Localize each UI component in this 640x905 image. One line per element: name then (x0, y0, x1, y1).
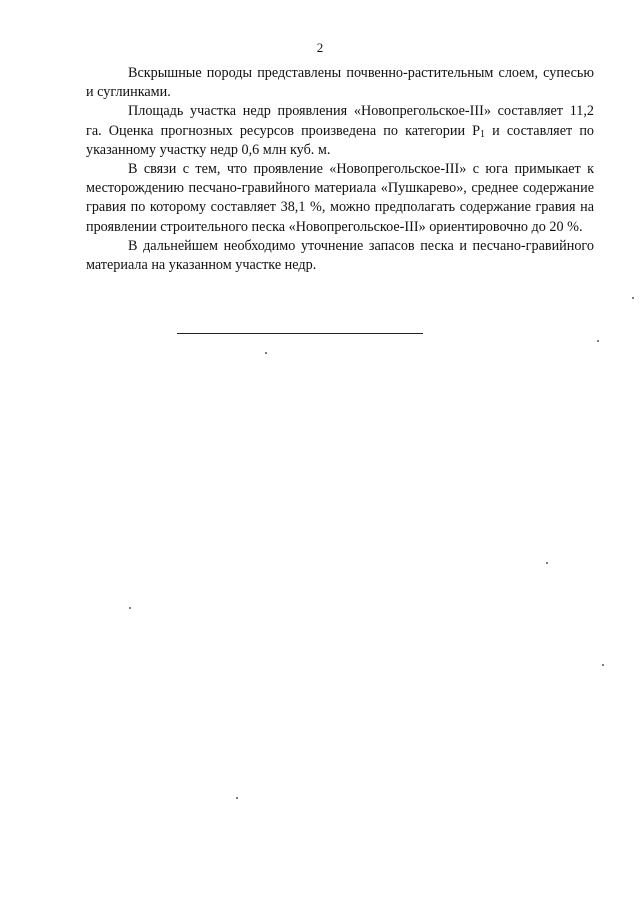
document-body (86, 64, 594, 275)
scan-speck (546, 562, 548, 564)
paragraph-gravel-content: В связи с тем, что проявление «Новопрегольское-III» с юга примыкает к месторождению песчано-гравийного материала «Пушкарево», среднее содержание гравия по которому составляет 38,1 %, можно предполагать содержание гравия на проявлении строительного песка «Новопрегольское-III» ориентировочно до 20 %. (86, 161, 594, 235)
paragraph-further-work: В дальнейшем необходимо уточнение запасов песка и песчано-гравийного материала на указанном участке недр. (86, 237, 594, 274)
page-number: 2 (316, 40, 324, 55)
scan-speck (236, 797, 238, 799)
scan-speck (597, 340, 599, 342)
scan-speck (129, 607, 131, 609)
category-subscript: 1 (480, 128, 486, 140)
scan-speck (602, 664, 604, 666)
paragraph-area-resources (86, 102, 594, 160)
horizontal-divider (177, 333, 423, 334)
scan-speck (265, 352, 267, 354)
scan-speck (632, 297, 634, 299)
paragraph-area-text-continued: и составляет по указанному участку недр 0,6 млн куб. м. (86, 122, 594, 158)
paragraph-area-text: Площадь участка недр проявления «Новопрегольское-III» составляет 11,2 га. Оценка прогнозных ресурсов произведена по категории Р (86, 103, 594, 139)
paragraph-overburden: Вскрышные породы представлены почвенно-растительным слоем, супесью и суглинками. (86, 65, 594, 101)
